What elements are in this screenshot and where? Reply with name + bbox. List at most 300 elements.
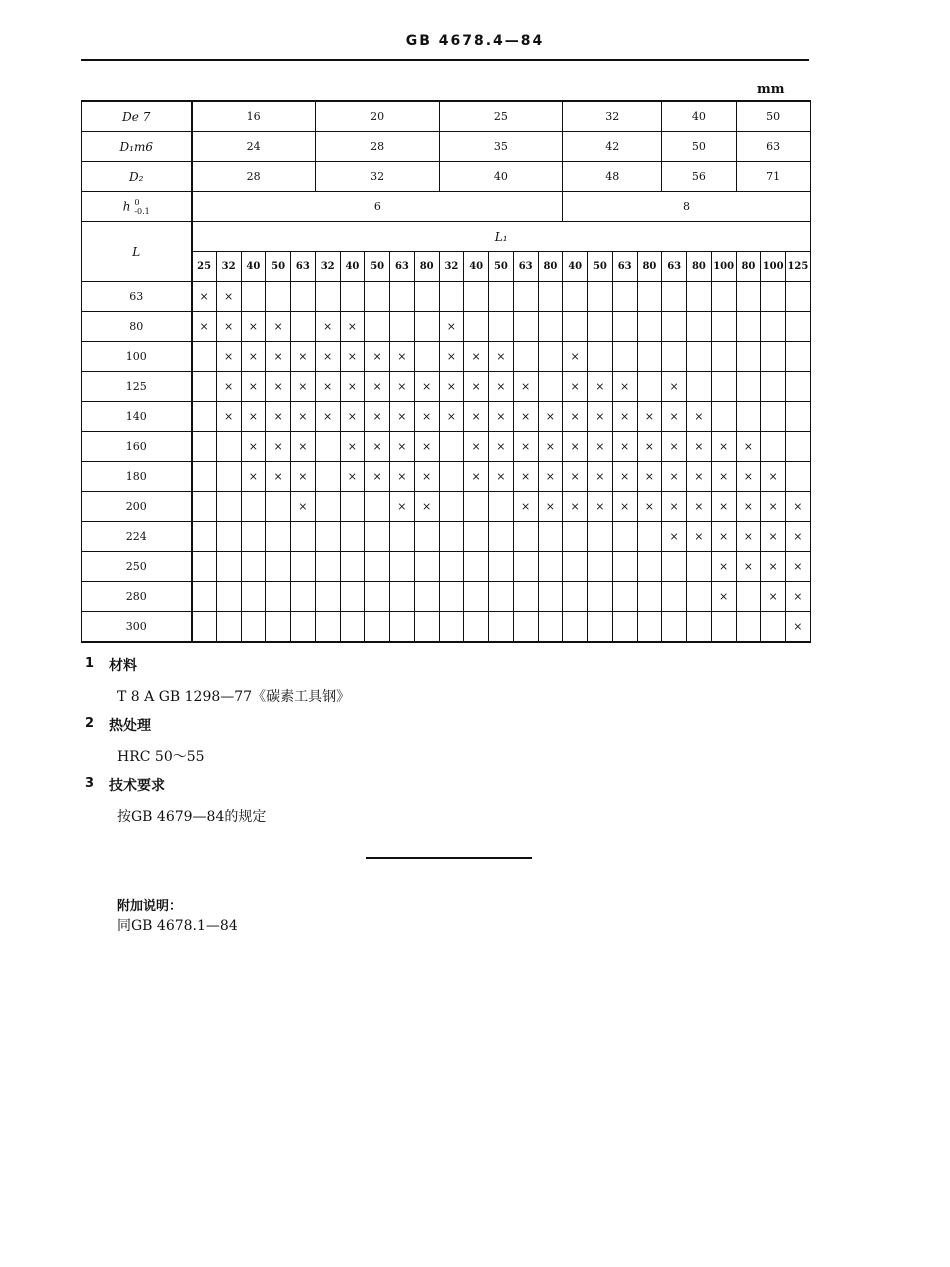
empty-cell	[365, 282, 390, 312]
table-row	[82, 312, 811, 342]
empty-cell	[390, 312, 415, 342]
empty-cell	[736, 342, 761, 372]
empty-cell	[786, 402, 811, 432]
empty-cell	[414, 312, 439, 342]
l1-value-cell: 50	[489, 252, 514, 282]
availability-mark: ×	[711, 582, 736, 612]
empty-cell	[216, 582, 241, 612]
availability-mark: ×	[786, 582, 811, 612]
l1-value-cell: 40	[563, 252, 588, 282]
availability-mark: ×	[365, 462, 390, 492]
availability-mark: ×	[563, 462, 588, 492]
d1m6-cell: 35	[439, 132, 563, 162]
availability-mark: ×	[711, 462, 736, 492]
availability-mark: ×	[291, 342, 316, 372]
availability-mark: ×	[736, 462, 761, 492]
empty-cell	[538, 522, 563, 552]
availability-mark: ×	[216, 282, 241, 312]
d1m6-row	[82, 132, 811, 162]
availability-mark: ×	[687, 432, 712, 462]
empty-cell	[637, 612, 662, 643]
availability-mark: ×	[439, 402, 464, 432]
length-value: 80	[82, 312, 192, 342]
l1-value-cell: 80	[637, 252, 662, 282]
empty-cell	[711, 402, 736, 432]
empty-cell	[390, 552, 415, 582]
empty-cell	[538, 342, 563, 372]
l1-value-cell: 40	[464, 252, 489, 282]
d1m6-cell: 42	[563, 132, 662, 162]
empty-cell	[390, 282, 415, 312]
empty-cell	[365, 582, 390, 612]
length-value: 100	[82, 342, 192, 372]
l1-value-cell: 40	[340, 252, 365, 282]
empty-cell	[662, 552, 687, 582]
empty-cell	[513, 552, 538, 582]
note-body: 同GB 4678.1—84	[117, 918, 238, 934]
h-row	[82, 192, 811, 222]
availability-mark: ×	[414, 402, 439, 432]
empty-cell	[563, 612, 588, 643]
availability-mark: ×	[786, 612, 811, 643]
empty-cell	[761, 402, 786, 432]
empty-cell	[711, 312, 736, 342]
availability-mark: ×	[489, 402, 514, 432]
d2-cell: 48	[563, 162, 662, 192]
de7-cell: 20	[315, 101, 439, 132]
l1-value-cell: 50	[588, 252, 613, 282]
empty-cell	[786, 312, 811, 342]
table-row	[82, 552, 811, 582]
empty-cell	[687, 282, 712, 312]
length-value: 280	[82, 582, 192, 612]
availability-mark: ×	[538, 432, 563, 462]
empty-cell	[563, 312, 588, 342]
empty-cell	[216, 432, 241, 462]
empty-cell	[439, 432, 464, 462]
data-rows	[82, 282, 811, 643]
availability-mark: ×	[761, 582, 786, 612]
availability-mark: ×	[513, 432, 538, 462]
availability-mark: ×	[241, 402, 266, 432]
empty-cell	[538, 582, 563, 612]
empty-cell	[192, 522, 217, 552]
empty-cell	[687, 342, 712, 372]
availability-mark: ×	[489, 462, 514, 492]
empty-cell	[736, 282, 761, 312]
availability-mark: ×	[266, 372, 291, 402]
table-row	[82, 492, 811, 522]
empty-cell	[761, 282, 786, 312]
availability-mark: ×	[414, 372, 439, 402]
empty-cell	[538, 612, 563, 643]
empty-cell	[513, 342, 538, 372]
availability-mark: ×	[390, 492, 415, 522]
availability-mark: ×	[291, 462, 316, 492]
empty-cell	[439, 582, 464, 612]
empty-cell	[192, 552, 217, 582]
availability-mark: ×	[786, 492, 811, 522]
empty-cell	[340, 582, 365, 612]
empty-cell	[538, 552, 563, 582]
empty-cell	[612, 552, 637, 582]
empty-cell	[538, 312, 563, 342]
empty-cell	[192, 342, 217, 372]
availability-mark: ×	[439, 372, 464, 402]
availability-mark: ×	[439, 342, 464, 372]
availability-mark: ×	[340, 372, 365, 402]
table-row	[82, 612, 811, 643]
empty-cell	[687, 552, 712, 582]
availability-mark: ×	[687, 402, 712, 432]
table-row	[82, 522, 811, 552]
empty-cell	[291, 612, 316, 643]
empty-cell	[786, 462, 811, 492]
l1-value-cell: 40	[241, 252, 266, 282]
empty-cell	[241, 522, 266, 552]
availability-mark: ×	[216, 402, 241, 432]
availability-mark: ×	[588, 372, 613, 402]
availability-mark: ×	[266, 402, 291, 432]
empty-cell	[786, 282, 811, 312]
availability-mark: ×	[241, 462, 266, 492]
availability-mark: ×	[315, 372, 340, 402]
availability-mark: ×	[612, 462, 637, 492]
length-value: 125	[82, 372, 192, 402]
empty-cell	[192, 492, 217, 522]
length-value: 140	[82, 402, 192, 432]
empty-cell	[414, 612, 439, 643]
availability-mark: ×	[711, 492, 736, 522]
de7-cell: 16	[192, 101, 316, 132]
empty-cell	[513, 582, 538, 612]
empty-cell	[761, 612, 786, 643]
empty-cell	[786, 432, 811, 462]
availability-mark: ×	[192, 282, 217, 312]
l1-value-cell: 125	[786, 252, 811, 282]
d2-label: D₂	[82, 162, 192, 192]
empty-cell	[464, 492, 489, 522]
empty-cell	[439, 492, 464, 522]
availability-mark: ×	[761, 492, 786, 522]
availability-mark: ×	[786, 552, 811, 582]
empty-cell	[489, 492, 514, 522]
availability-mark: ×	[563, 342, 588, 372]
empty-cell	[365, 492, 390, 522]
empty-cell	[489, 312, 514, 342]
availability-mark: ×	[662, 492, 687, 522]
empty-cell	[315, 492, 340, 522]
empty-cell	[637, 522, 662, 552]
empty-cell	[761, 372, 786, 402]
empty-cell	[315, 612, 340, 643]
availability-mark: ×	[390, 462, 415, 492]
l1-value-cell: 32	[216, 252, 241, 282]
empty-cell	[390, 522, 415, 552]
length-value: 180	[82, 462, 192, 492]
availability-mark: ×	[736, 552, 761, 582]
length-value: 224	[82, 522, 192, 552]
header-rule	[81, 59, 809, 61]
empty-cell	[266, 552, 291, 582]
empty-cell	[736, 582, 761, 612]
l1-values-row	[82, 252, 811, 282]
l1-header-row	[82, 222, 811, 252]
availability-mark: ×	[637, 402, 662, 432]
empty-cell	[414, 522, 439, 552]
table-row	[82, 372, 811, 402]
empty-cell	[736, 312, 761, 342]
availability-mark: ×	[513, 462, 538, 492]
availability-mark: ×	[588, 462, 613, 492]
h-tolerance-lower: -0.1	[134, 206, 150, 216]
empty-cell	[216, 612, 241, 643]
empty-cell	[315, 282, 340, 312]
availability-mark: ×	[315, 312, 340, 342]
empty-cell	[711, 372, 736, 402]
length-value: 63	[82, 282, 192, 312]
empty-cell	[612, 612, 637, 643]
empty-cell	[192, 612, 217, 643]
availability-mark: ×	[241, 372, 266, 402]
de7-cell: 25	[439, 101, 563, 132]
empty-cell	[588, 312, 613, 342]
empty-cell	[365, 312, 390, 342]
empty-cell	[414, 552, 439, 582]
empty-cell	[365, 522, 390, 552]
empty-cell	[266, 582, 291, 612]
empty-cell	[340, 552, 365, 582]
empty-cell	[414, 582, 439, 612]
l1-value-cell: 32	[439, 252, 464, 282]
empty-cell	[340, 522, 365, 552]
availability-mark: ×	[241, 342, 266, 372]
empty-cell	[687, 582, 712, 612]
availability-mark: ×	[662, 522, 687, 552]
l1-value-cell: 63	[291, 252, 316, 282]
empty-cell	[216, 492, 241, 522]
availability-mark: ×	[662, 372, 687, 402]
availability-mark: ×	[786, 522, 811, 552]
empty-cell	[563, 552, 588, 582]
empty-cell	[192, 582, 217, 612]
d2-cell: 71	[736, 162, 810, 192]
availability-mark: ×	[340, 462, 365, 492]
l1-value-cell: 50	[266, 252, 291, 282]
empty-cell	[241, 492, 266, 522]
availability-mark: ×	[563, 372, 588, 402]
empty-cell	[241, 282, 266, 312]
length-value: 300	[82, 612, 192, 643]
empty-cell	[538, 372, 563, 402]
empty-cell	[761, 312, 786, 342]
availability-mark: ×	[662, 462, 687, 492]
empty-cell	[662, 612, 687, 643]
availability-mark: ×	[365, 402, 390, 432]
availability-mark: ×	[563, 492, 588, 522]
availability-mark: ×	[216, 342, 241, 372]
empty-cell	[612, 582, 637, 612]
availability-mark: ×	[761, 462, 786, 492]
availability-mark: ×	[340, 432, 365, 462]
empty-cell	[489, 582, 514, 612]
table-row	[82, 282, 811, 312]
de7-row	[82, 101, 811, 132]
empty-cell	[315, 582, 340, 612]
empty-cell	[711, 282, 736, 312]
availability-mark: ×	[266, 432, 291, 462]
availability-mark: ×	[291, 432, 316, 462]
empty-cell	[637, 372, 662, 402]
empty-cell	[241, 582, 266, 612]
empty-cell	[464, 282, 489, 312]
empty-cell	[216, 522, 241, 552]
empty-cell	[761, 432, 786, 462]
availability-mark: ×	[365, 432, 390, 462]
table-row	[82, 402, 811, 432]
empty-cell	[439, 612, 464, 643]
empty-cell	[439, 522, 464, 552]
availability-mark: ×	[662, 402, 687, 432]
empty-cell	[390, 582, 415, 612]
de7-cell: 32	[563, 101, 662, 132]
d2-row	[82, 162, 811, 192]
availability-mark: ×	[464, 342, 489, 372]
empty-cell	[216, 462, 241, 492]
availability-mark: ×	[612, 372, 637, 402]
availability-mark: ×	[266, 462, 291, 492]
empty-cell	[365, 612, 390, 643]
empty-cell	[513, 612, 538, 643]
availability-mark: ×	[464, 462, 489, 492]
l1-value-cell: 80	[538, 252, 563, 282]
l1-value-cell: 25	[192, 252, 217, 282]
empty-cell	[489, 522, 514, 552]
empty-cell	[266, 282, 291, 312]
availability-mark: ×	[588, 492, 613, 522]
availability-mark: ×	[390, 402, 415, 432]
empty-cell	[192, 402, 217, 432]
availability-mark: ×	[390, 432, 415, 462]
empty-cell	[736, 402, 761, 432]
empty-cell	[340, 612, 365, 643]
empty-cell	[464, 522, 489, 552]
availability-mark: ×	[291, 492, 316, 522]
section-1-body: T 8 A GB 1298—77《碳素工具钢》	[117, 689, 351, 705]
availability-mark: ×	[414, 432, 439, 462]
empty-cell	[266, 522, 291, 552]
availability-mark: ×	[291, 372, 316, 402]
availability-mark: ×	[687, 522, 712, 552]
d2-cell: 56	[662, 162, 736, 192]
de7-cell: 40	[662, 101, 736, 132]
availability-mark: ×	[538, 462, 563, 492]
availability-mark: ×	[340, 402, 365, 432]
d1m6-cell: 50	[662, 132, 736, 162]
empty-cell	[464, 312, 489, 342]
availability-mark: ×	[711, 522, 736, 552]
table-row	[82, 342, 811, 372]
l1-value-cell: 100	[711, 252, 736, 282]
availability-mark: ×	[390, 342, 415, 372]
empty-cell	[637, 312, 662, 342]
empty-cell	[489, 282, 514, 312]
availability-mark: ×	[513, 372, 538, 402]
empty-cell	[192, 462, 217, 492]
empty-cell	[315, 462, 340, 492]
empty-cell	[340, 282, 365, 312]
h-symbol: h	[122, 199, 131, 213]
availability-mark: ×	[612, 402, 637, 432]
empty-cell	[266, 492, 291, 522]
empty-cell	[291, 282, 316, 312]
empty-cell	[513, 282, 538, 312]
empty-cell	[291, 312, 316, 342]
availability-mark: ×	[340, 342, 365, 372]
empty-cell	[612, 282, 637, 312]
empty-cell	[662, 342, 687, 372]
availability-mark: ×	[637, 462, 662, 492]
section-3-body: 按GB 4679—84的规定	[117, 809, 267, 825]
empty-cell	[513, 522, 538, 552]
empty-cell	[538, 282, 563, 312]
empty-cell	[291, 552, 316, 582]
availability-mark: ×	[612, 432, 637, 462]
empty-cell	[563, 282, 588, 312]
availability-mark: ×	[563, 402, 588, 432]
availability-mark: ×	[513, 402, 538, 432]
empty-cell	[637, 582, 662, 612]
availability-mark: ×	[489, 342, 514, 372]
empty-cell	[711, 342, 736, 372]
availability-mark: ×	[464, 372, 489, 402]
availability-mark: ×	[711, 432, 736, 462]
availability-mark: ×	[489, 432, 514, 462]
d2-cell: 40	[439, 162, 563, 192]
l1-value-cell: 80	[414, 252, 439, 282]
empty-cell	[588, 342, 613, 372]
availability-mark: ×	[216, 372, 241, 402]
dimension-table	[81, 100, 811, 643]
h-label	[82, 192, 192, 222]
empty-cell	[563, 522, 588, 552]
empty-cell	[662, 312, 687, 342]
empty-cell	[464, 582, 489, 612]
h-cell: 6	[192, 192, 563, 222]
l1-value-cell: 63	[662, 252, 687, 282]
note-title: 附加说明：	[117, 899, 183, 914]
length-value: 250	[82, 552, 192, 582]
empty-cell	[588, 282, 613, 312]
empty-cell	[439, 552, 464, 582]
section-1-title: 材料	[109, 658, 137, 674]
empty-cell	[192, 372, 217, 402]
d1m6-label: D₁m6	[82, 132, 192, 162]
availability-mark: ×	[612, 492, 637, 522]
availability-mark: ×	[216, 312, 241, 342]
availability-mark: ×	[711, 552, 736, 582]
section-2-number: 2	[85, 716, 95, 731]
l1-label: L₁	[192, 222, 811, 252]
availability-mark: ×	[687, 462, 712, 492]
table-row	[82, 582, 811, 612]
empty-cell	[687, 312, 712, 342]
availability-mark: ×	[761, 522, 786, 552]
empty-cell	[662, 582, 687, 612]
availability-mark: ×	[736, 522, 761, 552]
empty-cell	[588, 522, 613, 552]
availability-mark: ×	[266, 312, 291, 342]
